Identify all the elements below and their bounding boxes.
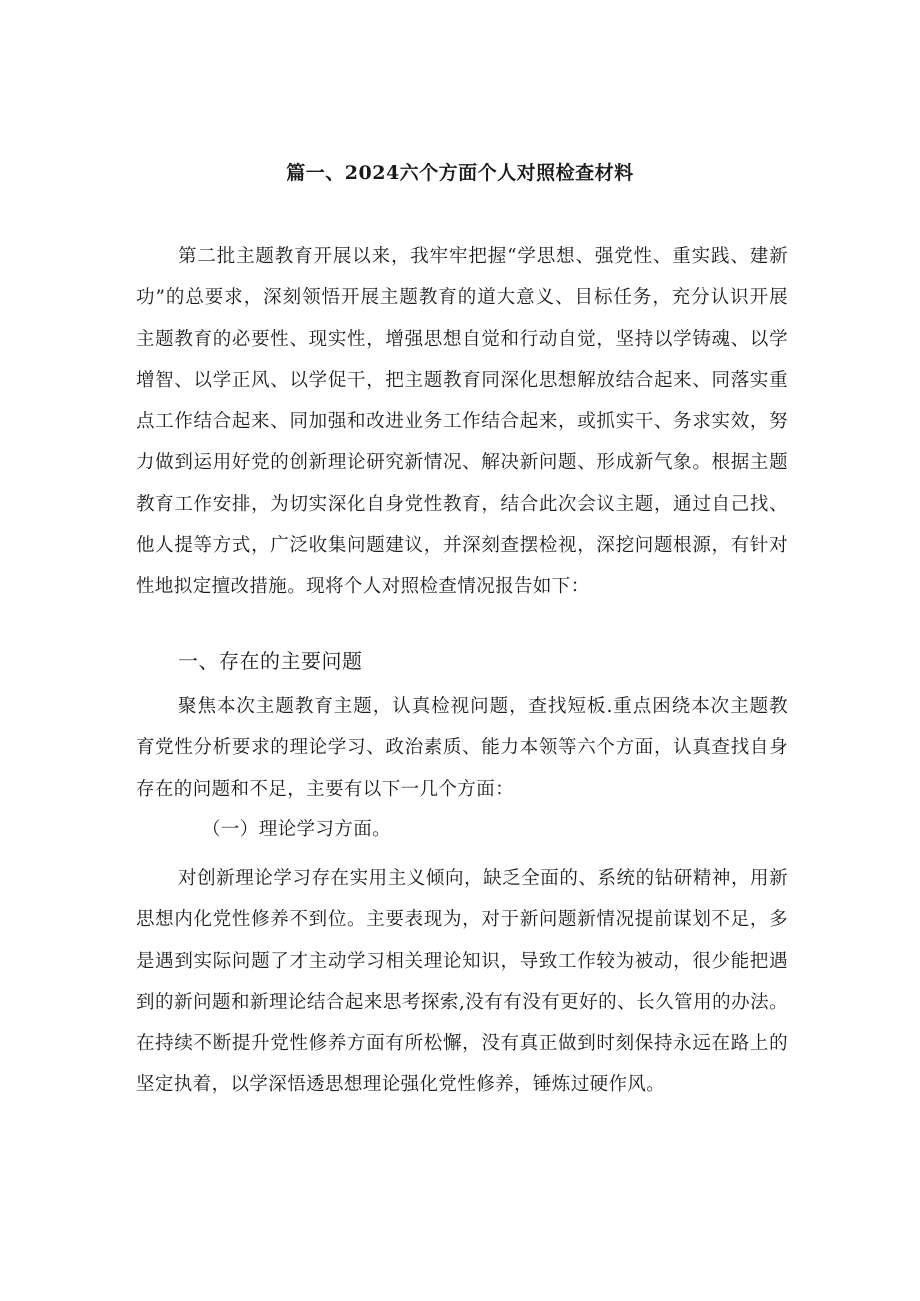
- intro-paragraph: 第二批主题教育开展以来，我牢牢把握“学思想、强党性、重实践、建新功”的总要求，深刻领悟开展主题教育的道大意义、目标任务，充分认识开展主题教育的必要性、现实性，增强思想自觉和行动自觉，坚持以学铸魂、以学增智、以学正风、以学促干，把主题教育同深化思想解放结合起来、同落实重点工作结合起来、同加强和改进业务工作结合起来，或抓实干、务求实效，努力做到运用好党的创新理论研究新情况、解决新问题、形成新气象。根据主题教育工作安排，为切实深化自身党性教育，结合此次会议主题，通过自己找、他人提等方式，广泛收集问题建议，并深刻查摆检视，深挖问题根源，有针对性地拟定擅改措施。现将个人对照检查情况报告如下：: [136, 246, 788, 598]
- document-title: 篇一、2024六个方面个人对照检查材料: [286, 162, 634, 184]
- section-heading-main-problems: 一、存在的主要问题: [178, 649, 363, 673]
- subsection-body-paragraph: 对创新理论学习存在实用主义倾向，缺乏全面的、系统的钻研精神，用新思想内化党性修养不到位。主要表现为，对于新问题新情况提前谋划不足，多是遇到实际问题了才主动学习相关理论知识，导致工作较为被动，很少能把遇到的新问题和新理论结合起来思考探索,没有有没有更好的、长久管用的办法。在持续不断提升党性修养方面有所松懈，没有真正做到时刻保持永远在路上的坚定执着，以学深悟透思想理论强化党性修养，锤炼过硬作风。: [136, 868, 788, 1096]
- section-intro-paragraph: 聚焦本次主题教育主题，认真检视问题，查找短板.重点困绕本次主题教育党性分析要求的理论学习、政治素质、能力本领等六个方面，认真查找自身存在的问题和不足，主要有以下一几个方面：: [136, 696, 788, 800]
- subsection-heading-theory-study: （一）理论学习方面。: [202, 819, 392, 840]
